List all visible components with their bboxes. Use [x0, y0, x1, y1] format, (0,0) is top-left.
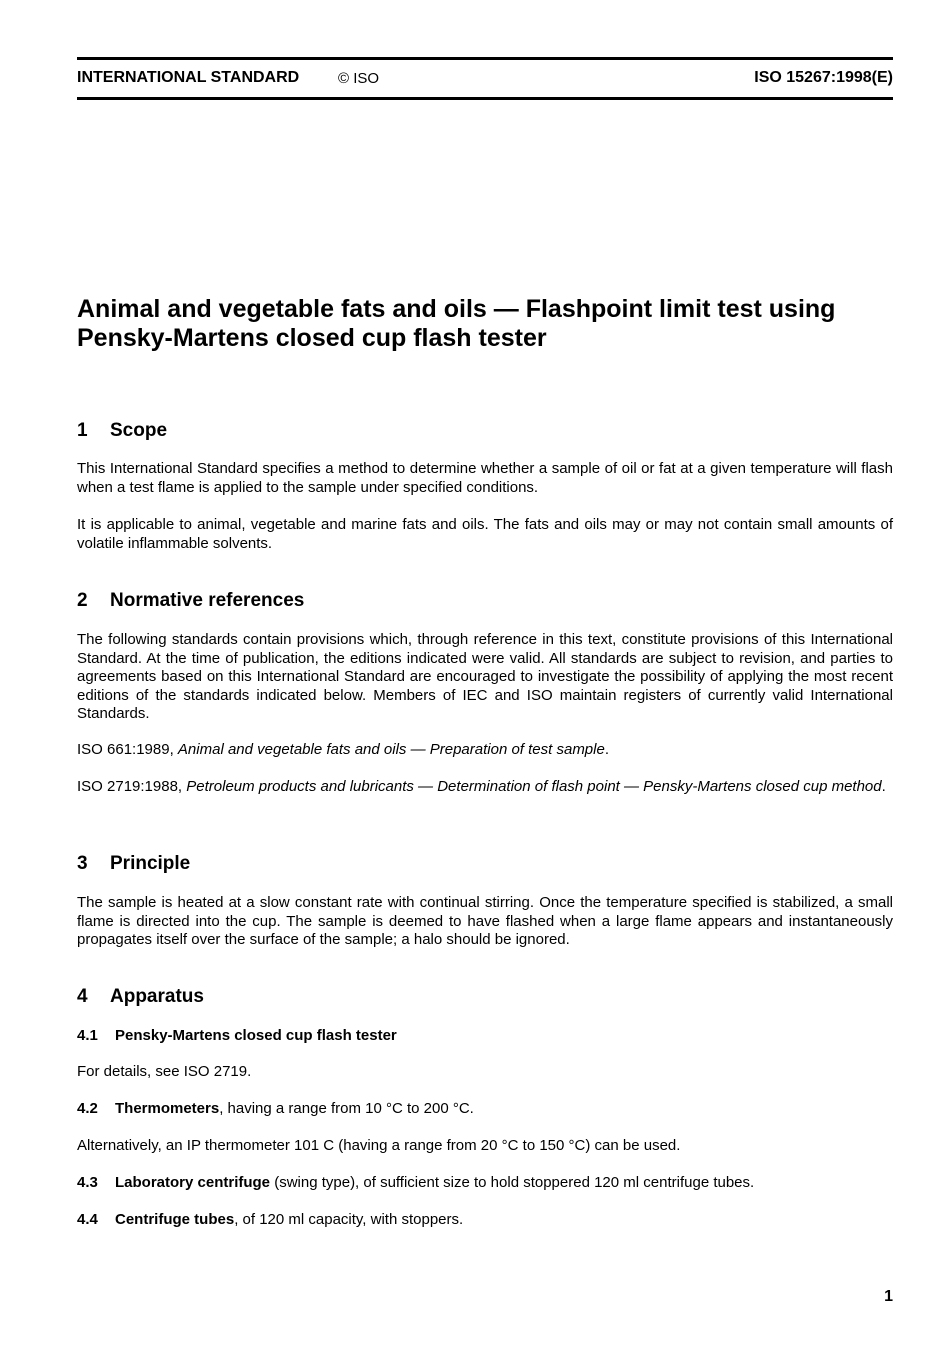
- section-number: 3: [77, 853, 88, 874]
- section-1-heading: [77, 420, 167, 442]
- document-title-line-2: Pensky-Martens closed cup flash tester: [77, 324, 547, 352]
- scope-paragraph-2: It is applicable to animal, vegetable and marine fats and oils. The fats and oils may or may not contain small amounts of volatile inflammable solvents.: [77, 516, 893, 552]
- section-title: Apparatus: [110, 986, 204, 1007]
- section-number: 1: [77, 420, 88, 441]
- subsection-description: , having a range from 10 °C to 200 °C.: [219, 1100, 474, 1117]
- subsection-term: Laboratory centrifuge: [115, 1174, 271, 1191]
- section-number: 4: [77, 986, 88, 1007]
- page-header: [77, 69, 893, 89]
- subsection-4-4: [77, 1211, 893, 1230]
- document-title: [77, 295, 893, 353]
- reference-iso-2719: ISO 2719:1988, Petroleum products and lubricants — Determination of flash point — Pensky-Martens closed cup method.: [77, 778, 886, 795]
- subsection-4-3: [77, 1174, 893, 1193]
- header-standard-number: ISO 15267:1998(E): [754, 69, 893, 86]
- subsection-number: 4.4: [77, 1211, 98, 1228]
- subsection-4-1-text: For details, see ISO 2719.: [77, 1063, 252, 1080]
- subsection-description: , of 120 ml capacity, with stoppers.: [234, 1211, 464, 1228]
- reference-code: ISO 2719:1988,: [77, 778, 183, 795]
- page-number: 1: [884, 1288, 893, 1305]
- reference-title: Petroleum products and lubricants — Determination of flash point — Pensky-Martens closed cup method: [186, 778, 882, 795]
- section-title: Normative references: [110, 590, 305, 611]
- subsection-title: Pensky-Martens closed cup flash tester: [115, 1027, 397, 1044]
- reference-iso-661: ISO 661:1989, Animal and vegetable fats and oils — Preparation of test sample.: [77, 741, 610, 758]
- reference-code: ISO 661:1989,: [77, 741, 174, 758]
- header-standard-label: INTERNATIONAL STANDARD: [77, 69, 300, 86]
- section-number: 2: [77, 590, 88, 611]
- normative-references-paragraph: The following standards contain provisions which, through reference in this text, constitute provisions of this International Standard. At the time of publication, the editions indicated were valid. All standards are subject to revision, and parties to agreements based on this International Standard are encouraged to investigate the possibility of applying the most recent editions of the standards indicated below. Members of IEC and ISO maintain registers of currently valid International Standards.: [77, 631, 893, 722]
- section-title: Scope: [110, 420, 168, 441]
- subsection-description: (swing type), of sufficient size to hold stoppered 120 ml centrifuge tubes.: [270, 1174, 755, 1191]
- subsection-4-2: [77, 1100, 893, 1119]
- subsection-4-1-heading: [77, 1027, 397, 1044]
- scope-paragraph-1: This International Standard specifies a method to determine whether a sample of oil or fat at a given temperature will flash when a test flame is applied to the sample under specified conditions.: [77, 460, 893, 496]
- section-4-heading: [77, 986, 204, 1008]
- reference-title: Animal and vegetable fats and oils — Preparation of test sample: [177, 741, 605, 758]
- principle-paragraph: The sample is heated at a slow constant rate with continual stirring. Once the temperature specified is stabilized, a small flame is directed into the cup. The sample is deemed to have flashed when a large flame appears and instantaneously propagates itself over the surface of the sample; a halo should be ignored.: [77, 894, 893, 948]
- header-top-rule: [77, 57, 893, 60]
- subsection-number: 4.3: [77, 1174, 98, 1191]
- subsection-term: Centrifuge tubes: [115, 1211, 235, 1228]
- document-title-line-1: Animal and vegetable fats and oils — Flashpoint limit test using: [77, 295, 836, 323]
- subsection-number: 4.2: [77, 1100, 98, 1117]
- header-copyright: © ISO: [338, 70, 380, 87]
- subsection-term: Thermometers: [115, 1100, 220, 1117]
- section-title: Principle: [110, 853, 191, 874]
- section-3-heading: [77, 853, 190, 875]
- header-bottom-rule: [77, 97, 893, 100]
- section-2-heading: [77, 590, 304, 612]
- subsection-4-2-alternative: Alternatively, an IP thermometer 101 C (having a range from 20 °C to 150 °C) can be used.: [77, 1137, 681, 1154]
- subsection-number: 4.1: [77, 1027, 98, 1044]
